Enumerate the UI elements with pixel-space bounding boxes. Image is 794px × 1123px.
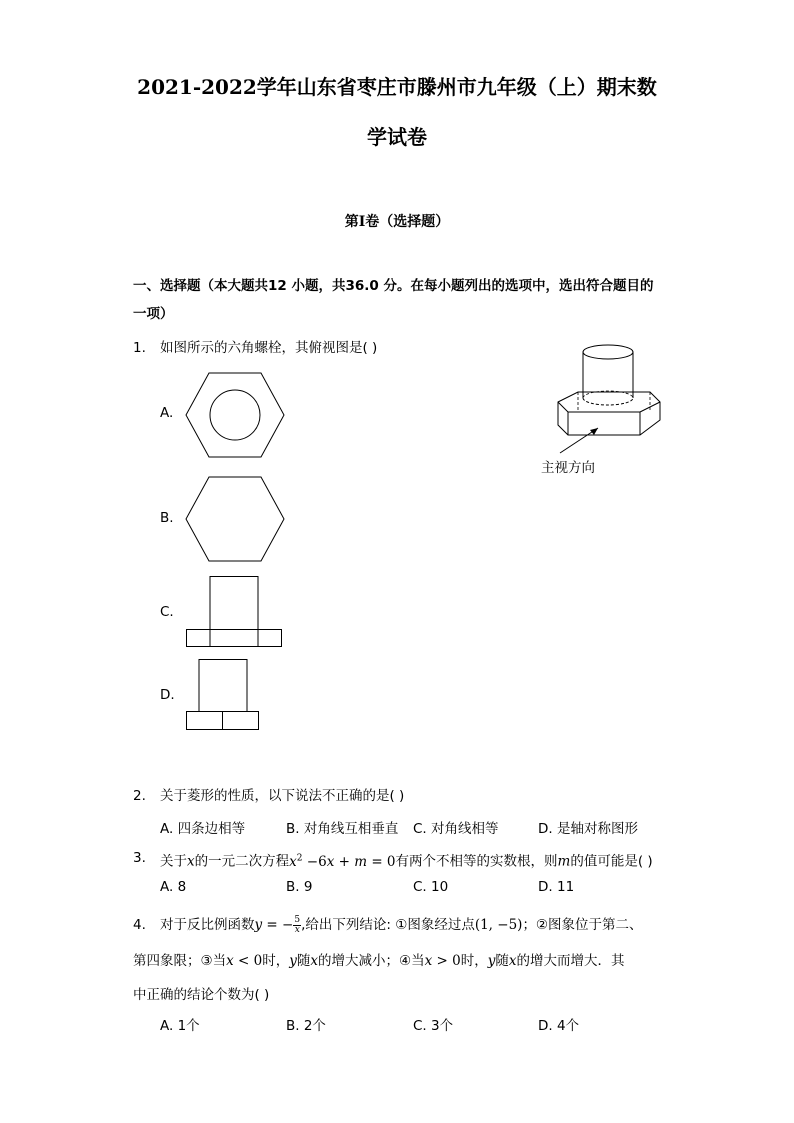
option-a-label[interactable]: A. [160, 405, 174, 421]
q2-option-a[interactable]: A. 四条边相等 [160, 821, 246, 837]
fraction: $\frac{5}{x}$ [294, 914, 301, 935]
q4-option-d[interactable]: D. 4个 [538, 1018, 580, 1034]
question-stem: 关于菱形的性质，以下说法不正确的是( ) [160, 788, 405, 804]
q2-option-d[interactable]: D. 是轴对称图形 [538, 821, 638, 837]
question-stem-line-1: 对于反比例函数y = − $\frac{5}{x}$ ,给出下列结论: ①图象经过点(1, −5)；②图象位于第二、 [160, 914, 643, 935]
option-b-figure[interactable] [185, 476, 285, 562]
option-c-label[interactable]: C. [160, 604, 174, 620]
q2-option-c[interactable]: C. 对角线相等 [413, 821, 499, 837]
question-stem-line-3: 中正确的结论个数为( ) [133, 987, 270, 1003]
question-number: 1. [133, 340, 146, 356]
option-c-figure[interactable] [186, 576, 282, 648]
q3-option-d[interactable]: D. 11 [538, 879, 575, 895]
part-header-line-2: 一项） [133, 306, 174, 322]
q3-option-a[interactable]: A. 8 [160, 879, 187, 895]
q3-option-c[interactable]: C. 10 [413, 879, 449, 895]
title-line-2: 学试卷 [367, 125, 427, 149]
q4-option-a[interactable]: A. 1个 [160, 1018, 200, 1034]
document-title [110, 62, 684, 162]
option-d-label[interactable]: D. [160, 687, 175, 703]
question-number: 2. [133, 788, 146, 804]
part-header [133, 272, 673, 328]
option-a-figure[interactable] [185, 372, 285, 458]
title-line-1: 2021-2022学年山东省枣庄市滕州市九年级（上）期末数 [137, 75, 657, 99]
q3-option-b[interactable]: B. 9 [286, 879, 313, 895]
q2-option-b[interactable]: B. 对角线互相垂直 [286, 821, 399, 837]
part-header-line-1: 一、选择题（本大题共12 小题，共36.0 分。在每小题列出的选项中，选出符合题目的 [133, 278, 654, 294]
question-stem: 如图所示的六角螺栓，其俯视图是( ) [160, 340, 378, 356]
question-stem: 关于x的一元二次方程$x^2 -6x + m = 0$有两个不相等的实数根，则m的值可能是( ) [160, 853, 653, 870]
equation: $x^2 -6x + m = 0$ [289, 853, 396, 870]
question-number: 3. [133, 850, 146, 866]
hex-bolt-figure [550, 340, 670, 450]
q4-option-c[interactable]: C. 3个 [413, 1018, 454, 1034]
q4-option-b[interactable]: B. 2个 [286, 1018, 326, 1034]
view-direction-label: 主视方向 [541, 460, 595, 476]
option-b-label[interactable]: B. [160, 510, 174, 526]
question-stem-line-2: 第四象限；③当x < 0时，y随x的增大减小；④当x > 0时，y随x的增大而增大．其 [133, 953, 625, 969]
option-d-figure[interactable] [186, 659, 262, 731]
section-title: 第I卷（选择题） [344, 214, 450, 230]
question-number: 4. [133, 917, 146, 933]
